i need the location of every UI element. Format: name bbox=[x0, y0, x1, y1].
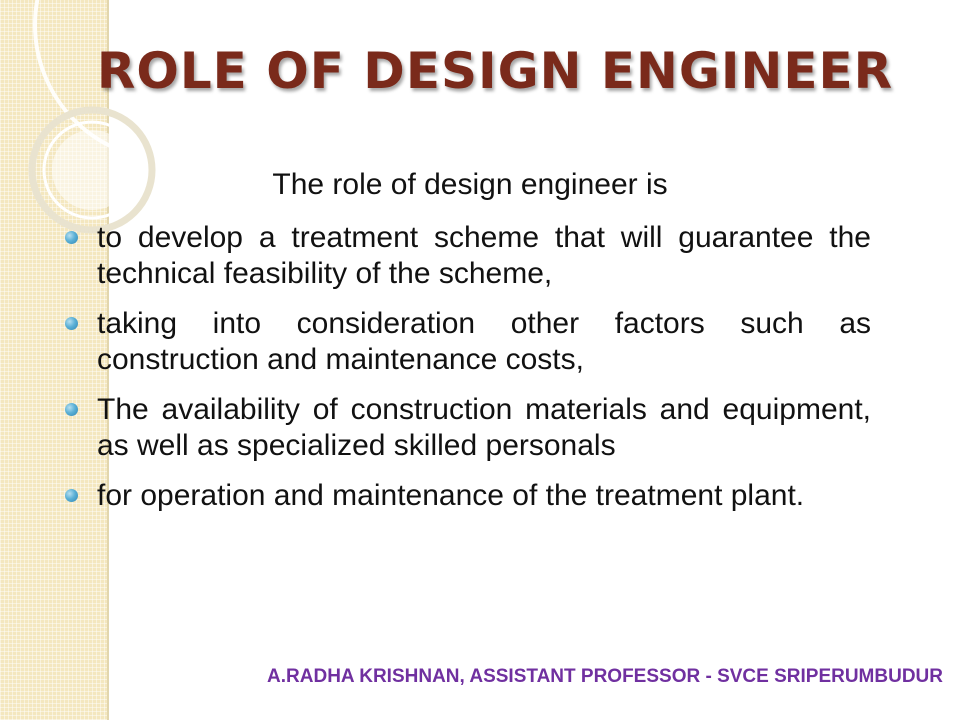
bullet-text: to develop a treatment scheme that will guarantee the technical feasibility of the scheme, bbox=[97, 221, 871, 290]
intro-text: The role of design engineer is bbox=[272, 168, 668, 201]
footer-credit: A.RADHA KRISHNAN, ASSISTANT PROFESSOR - SVCE SRIPERUMBUDUR bbox=[267, 666, 943, 687]
bullet-text: taking into consideration other factors such as construction and maintenance costs, bbox=[97, 307, 871, 376]
bullet-icon bbox=[65, 231, 78, 244]
bullet-icon bbox=[65, 403, 78, 416]
bullet-list bbox=[63, 220, 871, 528]
bullet-icon bbox=[65, 317, 78, 330]
bullet-item bbox=[63, 306, 871, 378]
bullet-icon bbox=[65, 489, 78, 502]
bullet-item bbox=[63, 220, 871, 292]
bullet-item bbox=[63, 392, 871, 464]
bullet-text: for operation and maintenance of the treatment plant. bbox=[97, 479, 805, 512]
bullet-item bbox=[63, 478, 871, 514]
slide-title: ROLE OF DESIGN ENGINEER bbox=[96, 42, 894, 100]
bullet-text: The availability of construction materials and equipment, as well as specialized skilled personals bbox=[97, 393, 871, 462]
